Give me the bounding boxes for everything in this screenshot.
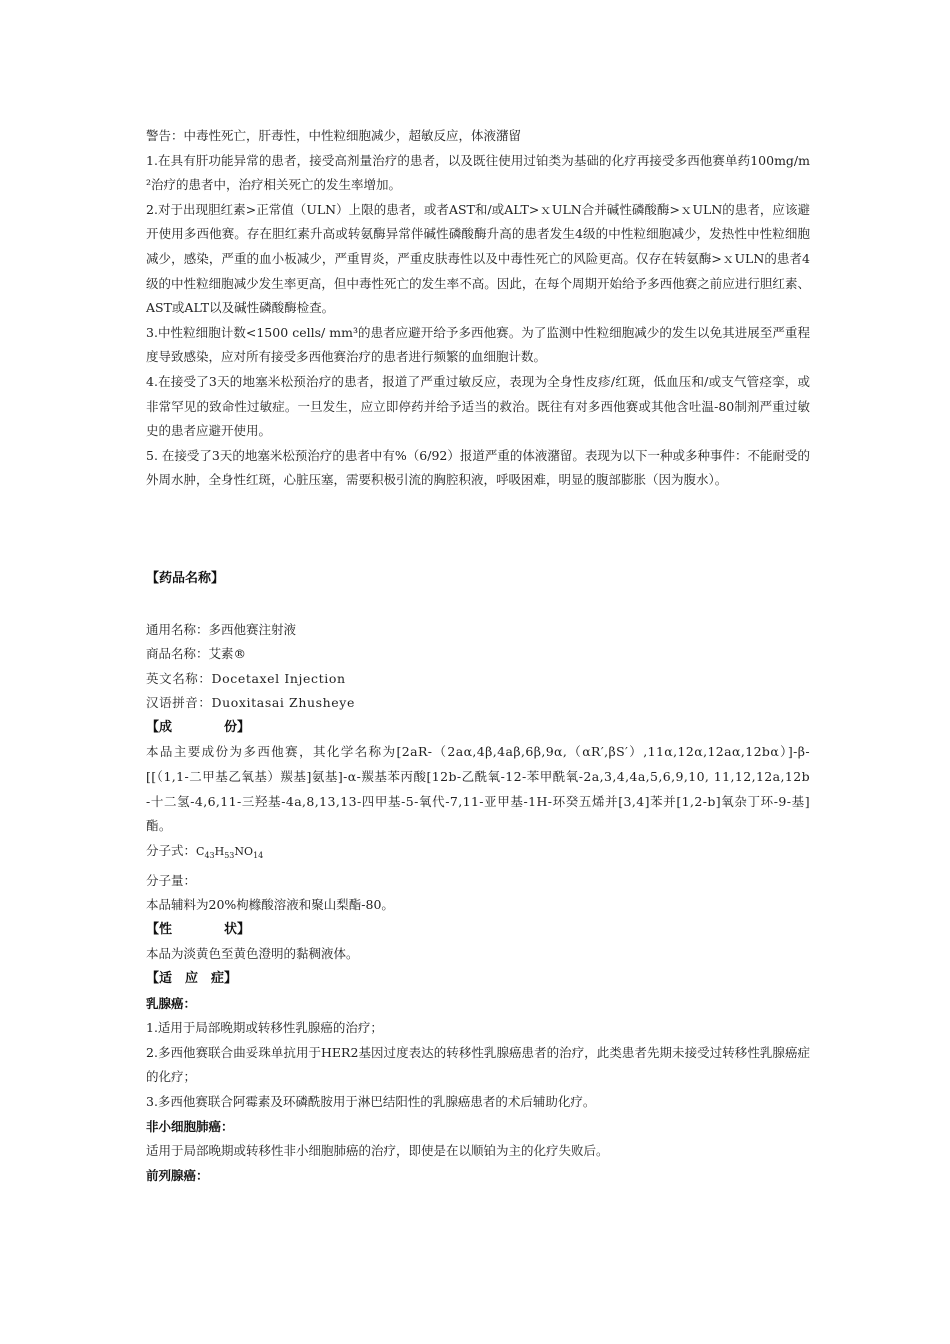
warning-item-5: 5. 在接受了3天的地塞米松预治疗的患者中有%（6/92）报道严重的体液潴留。表现为以下一种或多种事件：不能耐受的外周水肿，全身性红斑，心脏压塞，需要积极引流的胸腔积液，呼吸困难，明显的腹部膨胀（因为腹水）。 <box>146 447 810 488</box>
description-heading-b: 状】 <box>224 921 251 937</box>
warning-title: 警告：中毒性死亡，肝毒性，中性粒细胞减少，超敏反应，体液潴留 <box>146 128 522 143</box>
nsclc-text: 适用于局部晚期或转移性非小细胞肺癌的治疗，即使是在以顺铂为主的化疗失败后。 <box>146 1143 609 1159</box>
formula-label: 分子式： <box>146 842 197 858</box>
molecular-formula <box>146 839 810 869</box>
formula-value: $C_{43}H_{53}NO_{14}$ <box>196 844 264 861</box>
trade-name: 商品名称：艾素® <box>146 646 247 662</box>
warning-item-1: 1.在具有肝功能异常的患者，接受高剂量治疗的患者，以及既往使用过铂类为基础的化疗再接受多西他赛单药100mg/m²治疗的患者中，治疗相关死亡的发生率增加。 <box>146 152 810 193</box>
description-heading-a: 【性 <box>146 921 173 937</box>
indications-heading: 【适 应 症】 <box>146 971 238 986</box>
composition-heading <box>146 716 810 741</box>
drug-name-heading: 【药品名称】 <box>146 570 225 586</box>
breast-cancer-label: 乳腺癌： <box>146 995 197 1011</box>
breast-item-2: 2.多西他赛联合曲妥珠单抗用于HER2基因过度表达的转移性乳腺癌患者的治疗，此类患者先期未接受过转移性乳腺癌症的化疗； <box>146 1044 810 1085</box>
warning-item-4: 4.在接受了3天的地塞米松预治疗的患者，报道了严重过敏反应，表现为全身性皮疹/红斑，低血压和/或支气管痉挛，或非常罕见的致命性过敏症。一旦发生，应立即停药并给予适当的救治。既往有对多西他赛或其他含吐温-80制剂严重过敏史的患者应避开使用。 <box>146 373 810 439</box>
nsclc-label: 非小细胞肺癌： <box>146 1118 234 1134</box>
description-text: 本品为淡黄色至黄色澄明的黏稠液体。 <box>146 946 359 962</box>
description-heading <box>146 918 810 943</box>
breast-item-3: 3.多西他赛联合阿霉素及环磷酰胺用于淋巴结阳性的乳腺癌患者的术后辅助化疗。 <box>146 1093 596 1109</box>
warning-item-3: 3.中性粒细胞计数<1500 cells/ mm³的患者应避开给予多西他赛。为了监测中性粒细胞减少的发生以免其进展至严重程度导致感染，应对所有接受多西他赛治疗的患者进行频繁的血细胞计数。 <box>146 324 810 365</box>
composition-heading-a: 【成 <box>146 719 173 735</box>
molecular-weight: 分子量： <box>146 872 197 888</box>
document-page <box>146 124 810 1188</box>
english-name: 英文名称：Docetaxel Injection <box>146 670 346 686</box>
pinyin-name: 汉语拼音：Duoxitasai Zhusheye <box>146 695 355 711</box>
breast-item-1: 1.适用于局部晚期或转移性乳腺癌的治疗； <box>146 1020 383 1036</box>
prostate-cancer-label: 前列腺癌： <box>146 1167 209 1183</box>
generic-name: 通用名称：多西他赛注射液 <box>146 621 297 637</box>
composition-heading-b: 份】 <box>224 719 251 735</box>
warning-item-2: 2.对于出现胆红素>正常值（ULN）上限的患者，或者AST和/或ALT>ｘULN合并碱性磷酸酶>ｘULN的患者，应该避开使用多西他赛。存在胆红素升高或转氨酶异常伴碱性磷酸酶升高的患者发生4级的中性粒细胞减少，发热性中性粒细胞减少，感染，严重的血小板减少，严重胃炎，严重皮肤毒性以及中毒性死亡的风险更高。仅存在转氨酶>ｘULN的患者4级的中性粒细胞减少发生率更高，但中毒性死亡的发生率不高。因此，在每个周期开始给予多西他赛之前应进行胆红素、AST或ALT以及碱性磷酸酶检查。 <box>146 201 810 316</box>
excipient-text: 本品辅料为20%枸橼酸溶液和聚山梨酯-80。 <box>146 897 394 913</box>
composition-text: 本品主要成份为多西他赛，其化学名称为[2aR-（2aα,4β,4aβ,6β,9α,（αR′,βS′）,11α,12α,12aα,12bα）]-β-[[（1,1-二甲基乙氧基）羰基]氨基]-α-羰基苯丙酸[12b-乙酰氧-12-苯甲酰氧-2a,3,4,4a,5,6,9,10, 11,12,12a,12b-十二氢-4,6,11-三羟基-4a,8,13,13-四甲基-5-氧代-7,11-亚甲基-1H-环癸五烯并[3,4]苯并[1,2-b]氧杂丁环-9-基]酯。 <box>146 744 810 834</box>
